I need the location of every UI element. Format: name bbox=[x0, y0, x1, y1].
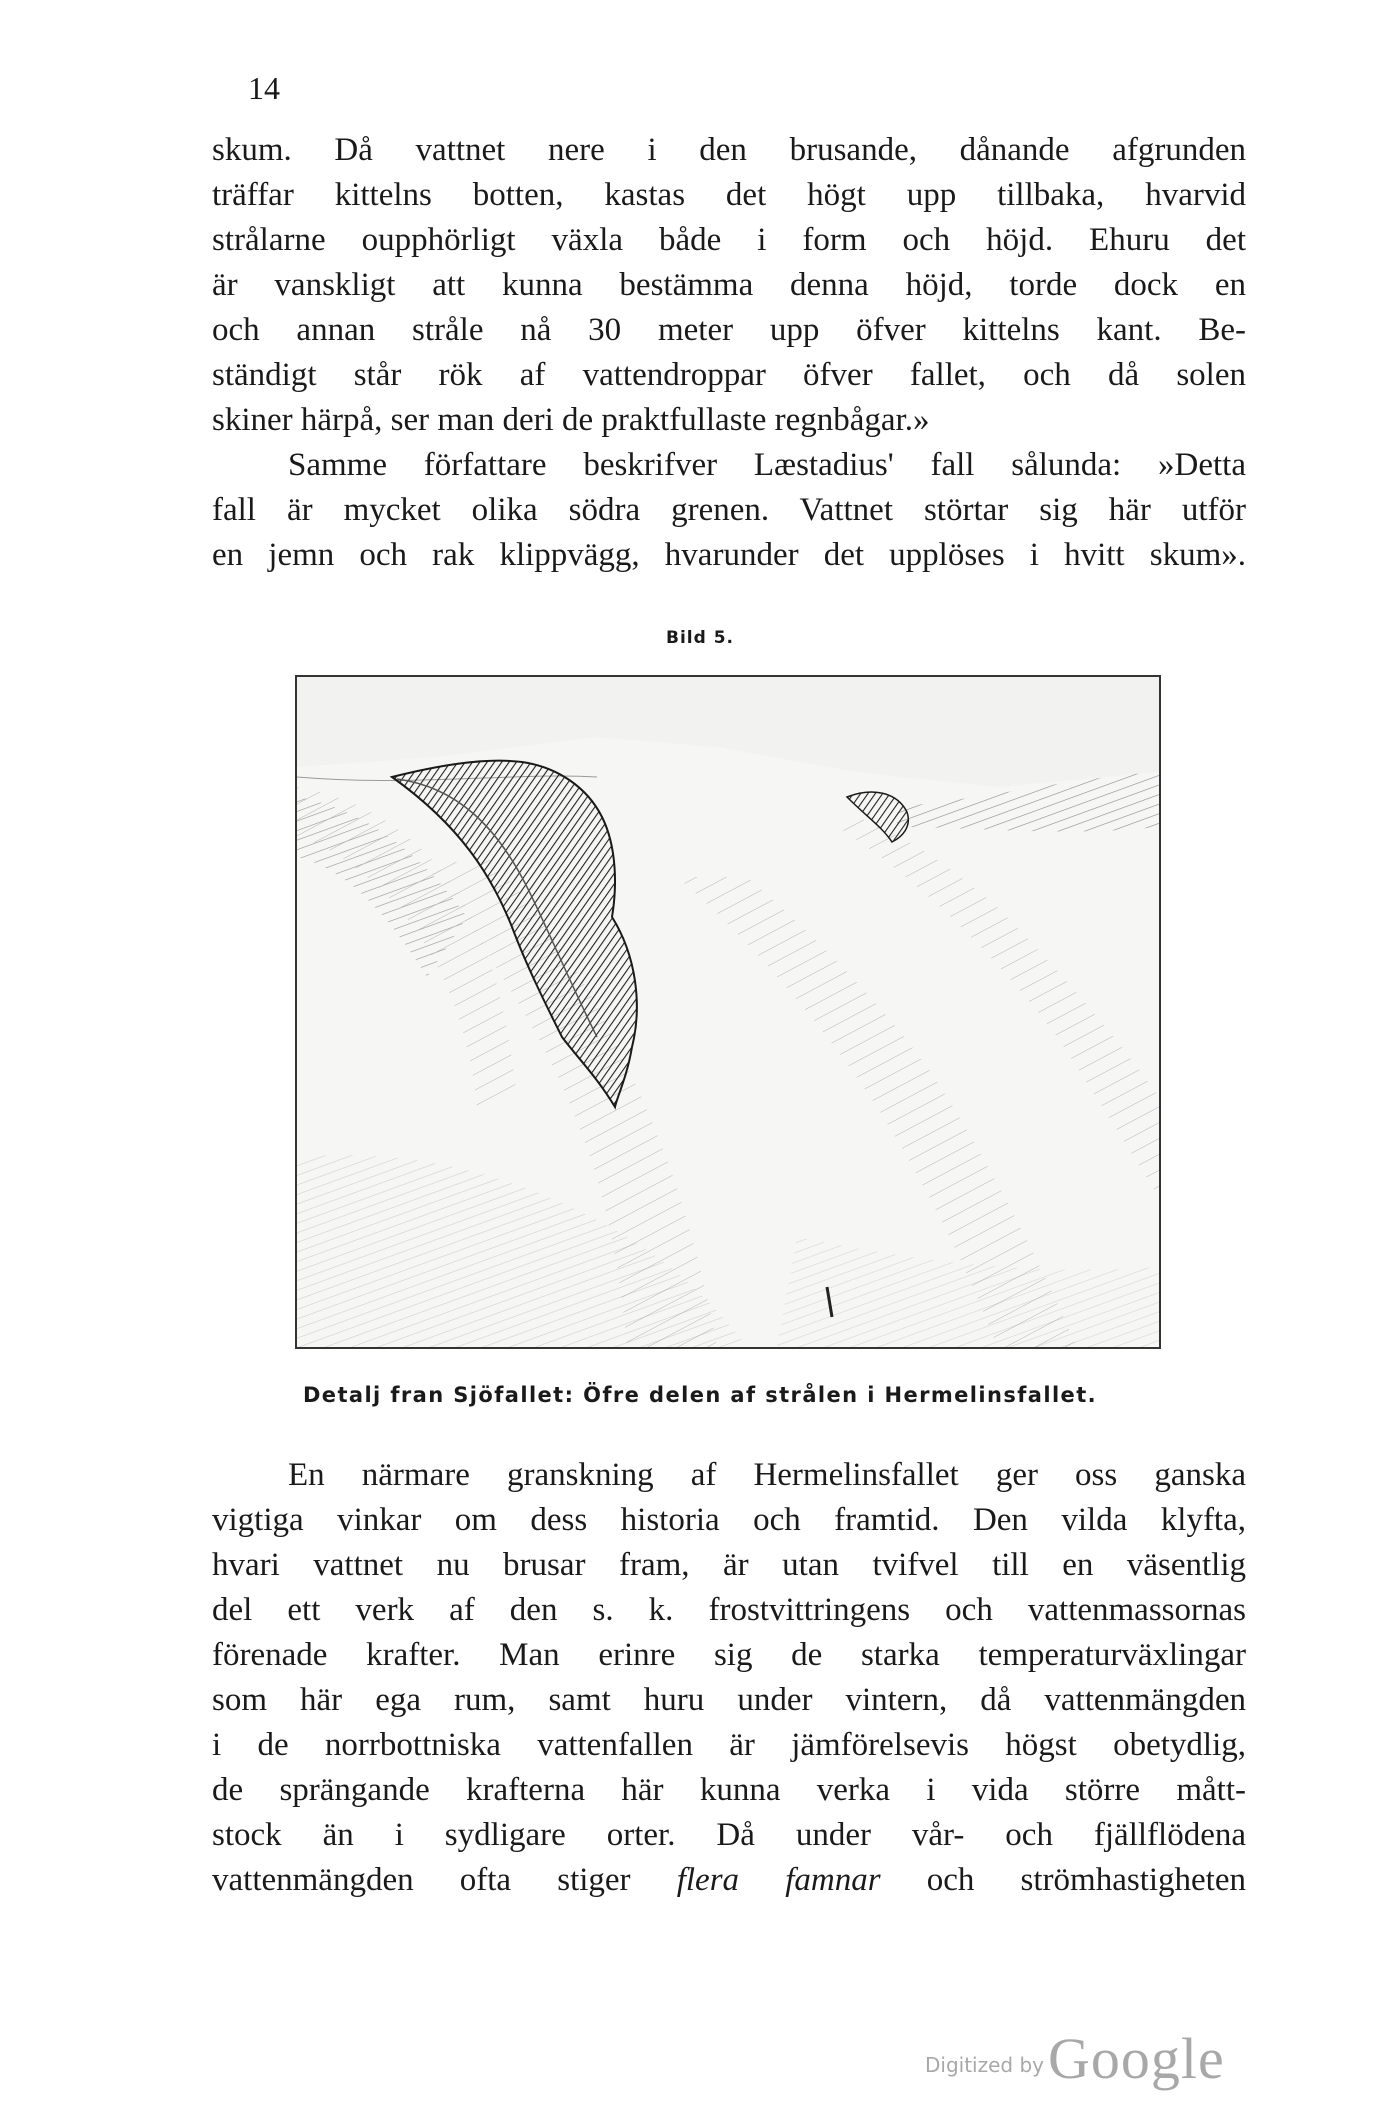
text-line: som här ega rum, samt huru under vintern, då vattenmängden bbox=[212, 1682, 1246, 1718]
text-line: skum. Då vattnet nere i den brusande, dånande afgrunden bbox=[212, 132, 1246, 168]
text-line: del ett verk af den s. k. frostvittringens och vattenmassornas bbox=[212, 1592, 1246, 1628]
text-line: i de norrbottniska vattenfallen är jämförelsevis högst obetydlig, bbox=[212, 1727, 1246, 1763]
italic-phrase: flera famnar bbox=[676, 1862, 881, 1898]
text-line: hvari vattnet nu brusar fram, är utan tvifvel till en väsentlig bbox=[212, 1547, 1246, 1583]
text-line: träffar kittelns botten, kastas det högt upp tillbaka, hvarvid bbox=[212, 177, 1246, 213]
text-line: skiner härpå, ser man deri de praktfullaste regnbågar.» bbox=[212, 402, 930, 438]
paragraph-2 bbox=[212, 1453, 1246, 1903]
text-line: stock än i sydligare orter. Då under vår- och fjällflödena bbox=[212, 1817, 1246, 1853]
text-line: strålarne oupphörligt växla både i form och höjd. Ehuru det bbox=[212, 222, 1246, 258]
waterfall-illustration bbox=[295, 675, 1161, 1349]
figure-label: Bild 5. bbox=[666, 628, 734, 648]
text-line: de sprängande krafterna här kunna verka i vida större mått- bbox=[212, 1772, 1246, 1808]
text-line: vattenmängden ofta stiger flera famnar och strömhastigheten bbox=[212, 1862, 1246, 1898]
watermark-prefix: Digitized by bbox=[925, 2053, 1044, 2077]
waterfall-drawing bbox=[297, 677, 1159, 1347]
google-watermark bbox=[925, 2025, 1225, 2092]
page-number: 14 bbox=[248, 70, 280, 106]
figure-caption: Detalj fran Sjöfallet: Öfre delen af strålen i Hermelinsfallet. bbox=[302, 1383, 1098, 1407]
text-line: en jemn och rak klippvägg, hvarunder det upplöses i hvitt skum». bbox=[212, 537, 1246, 573]
google-logo: Google bbox=[1048, 2026, 1225, 2091]
text-line: ständigt står rök af vattendroppar öfver fallet, och då solen bbox=[212, 357, 1246, 393]
text-line: Samme författare beskrifver Læstadius' fall sålunda: »Detta bbox=[288, 447, 1246, 483]
text-line: förenade krafter. Man erinre sig de starka temperaturväxlingar bbox=[212, 1637, 1246, 1673]
text-line: är vanskligt att kunna bestämma denna höjd, torde dock en bbox=[212, 267, 1246, 303]
paragraph-1 bbox=[212, 128, 1246, 578]
text-line: vigtiga vinkar om dess historia och framtid. Den vilda klyfta, bbox=[212, 1502, 1246, 1538]
text-line: fall är mycket olika södra grenen. Vattnet störtar sig här utför bbox=[212, 492, 1246, 528]
text-line: och annan stråle nå 30 meter upp öfver kittelns kant. Be- bbox=[212, 312, 1246, 348]
text-line: En närmare granskning af Hermelinsfallet ger oss ganska bbox=[288, 1457, 1246, 1493]
